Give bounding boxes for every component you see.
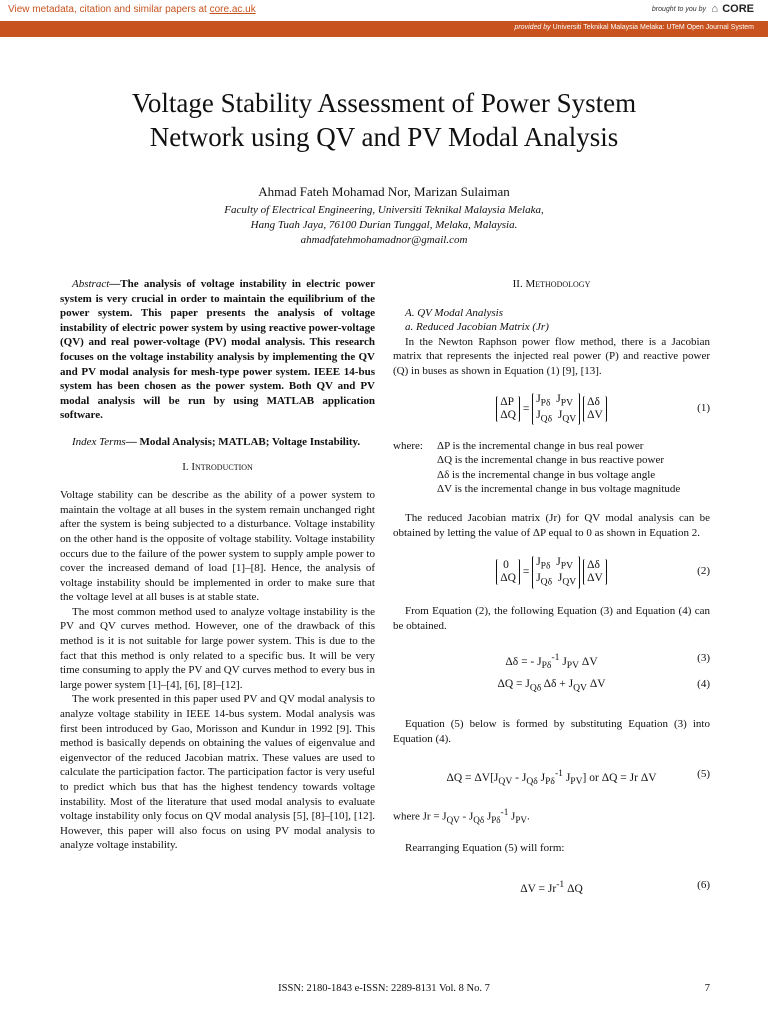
title-line-1: Voltage Stability Assessment of Power System (131, 88, 637, 118)
matrix-rhs: Δδ ΔV (583, 559, 607, 585)
right-column (393, 277, 710, 894)
method-paragraph-2: The reduced Jacobian matrix (Jr) for QV modal analysis can be obtained by letting the value of ΔP equal to 0 as shown in Equation 2. (393, 511, 710, 539)
index-terms-label: Index Terms (72, 435, 126, 448)
core-banner (0, 0, 768, 22)
affiliation-line-2: Hang Tuah Jaya, 76100 Durian Tunggal, Melaka, Malaysia. (250, 219, 518, 231)
page-number: 7 (704, 983, 710, 994)
equation-6-expression: $\Delta V = Jr^{-1}$ ΔQ (520, 878, 583, 895)
page-footer-issn: ISSN: 2180-1843 e-ISSN: 2289-8131 Vol. 8 No. 7 (278, 983, 490, 994)
matrix-rhs: Δδ ΔV (583, 396, 607, 422)
equation-5 (393, 767, 710, 787)
method-paragraph-1: In the Newton Raphson power flow method, there is a Jacobian matrix that represents the injected real power (P) and reactive power (Q) in buses as shown in Equation (1) [9], [13]. (393, 335, 710, 377)
matrix-jacobian: $J_{P\delta}$ $J_{PV}$ $J_{Q\delta}$ $J_{QV}$ (532, 556, 580, 589)
equation-4-number: (4) (697, 678, 710, 691)
section-number: II. (512, 278, 523, 290)
matrix-jacobian: $J_{P\delta}$ $J_{PV}$ $J_{Q\delta}$ $J_{QV}$ (532, 393, 580, 426)
section-heading-intro (60, 460, 375, 475)
title-line-2: Network using QV and PV Modal Analysis (149, 122, 619, 152)
core-logo-icon: ⌂ (711, 3, 718, 15)
definition-dq: ΔQ is the incremental change in bus reactive power (437, 454, 664, 467)
index-terms (60, 435, 375, 450)
abstract (60, 277, 375, 423)
section-title: Methodology (525, 278, 591, 290)
equation-1 (393, 393, 710, 423)
equation-5-number: (5) (697, 767, 710, 780)
metadata-text: View metadata, citation and similar papers at (8, 4, 210, 15)
definition-dv: ΔV is the incremental change in bus voltage magnitude (437, 483, 681, 496)
subsection-a: A. QV Modal Analysis (405, 306, 503, 319)
equation-3-expression: Δδ = - $J_{P\delta}^{-1}$ $J_{PV}$ ΔV (505, 652, 598, 672)
intro-paragraph-1: Voltage stability can be describe as the ability of a power system to maintain the voltage at all buses in the system remain unchanged right after the system is being subjected to a disturbance. Voltage instability on the other hand is the opposite of voltage stability. Voltage instability occurs due to the failure of the power system to supply ample power to cover the increased demand of load [1]–[8]. Hence, the analysis of voltage instability should be implemented in order to make sure that the voltage level at all buses is at stable state. (60, 489, 375, 604)
metadata-notice (8, 4, 256, 15)
abstract-text: —The analysis of voltage instability in electric power system is very crucial in order to maintain the equilibrium of the power system. This paper presents the analysis of voltage instability of electric power system by using reactive power-voltage (QV) and real power-voltage (PV) modal analysis. This research focuses on the voltage instability analysis by implementing the QV and PV modal analysis for mesh-type power system. IEEE 14-bus system has been chosen as the power system. Both QV and PV modal analysis will be run by using MATLAB application software. (60, 278, 375, 422)
equation-4 (393, 677, 710, 693)
affiliation-line-1: Faculty of Electrical Engineering, Universiti Teknikal Malaysia Melaka, (224, 204, 544, 216)
authors: Ahmad Fateh Mohamad Nor, Marizan Sulaiman (258, 184, 510, 199)
subsection-a-a: a. Reduced Jacobian Matrix (Jr) (405, 321, 549, 334)
intro-paragraph-3: The work presented in this paper used PV and QV modal analysis to analyze voltage stability in IEEE 14-bus system. Modal analysis was first been introduced by Gao, Morisson and Kundur in 1992 [9]. This method is basically depends on obtaining the values of eigenvalue and eigenvector of the reduced Jacobian matrix. These values are used to calculate the participation factor. The participation factor is very useful to predict which bus that has the highest tendency towards voltage instability. Most of the literature that used modal analysis to evaluate voltage instability only focus on QV modal analysis [5], [8]–[10], [12]. However, this paper will also focus on using PV modal analysis to analyze voltage instability. (60, 693, 375, 852)
equation-5-expression: $\Delta Q = \Delta V[J_{QV} - J_{Q\delta}$ $J_{P\delta}^{-1}$ $J_{PV}$] or ΔQ = Jr ΔV (446, 767, 657, 787)
provided-by-label: provided by (514, 24, 551, 31)
author-email: ahmadfatehmohamadnor@gmail.com (300, 234, 468, 246)
provider-bar (0, 21, 768, 37)
core-link[interactable]: core.ac.uk (209, 4, 256, 15)
equation-2-number: (2) (697, 565, 710, 578)
section-number: I. (182, 460, 189, 473)
equation-1-expression: ΔP $\Delta Q = J_{P\delta}$ $J_{PV}$ $J_{Q\delta}$ $J_{QV}$ Δδ ΔV (393, 393, 710, 426)
where-definitions (393, 439, 710, 497)
matrix-lhs: 0 ΔQ (496, 559, 520, 585)
where-items (437, 439, 710, 497)
equation-1-number: (1) (697, 401, 710, 414)
affiliation (0, 203, 768, 248)
equation-3-number: (3) (697, 652, 710, 665)
provider-text (514, 24, 754, 31)
provider-name[interactable]: Universiti Teknikal Malaysia Melaka: UTeM Open Journal System (552, 24, 754, 31)
equation-6-number: (6) (697, 878, 710, 891)
core-logo-text[interactable]: CORE (722, 3, 754, 15)
left-column (60, 277, 375, 853)
section-title: Introduction (191, 460, 253, 473)
equation-6 (393, 878, 710, 894)
equation-2 (393, 556, 710, 586)
method-paragraph-3: From Equation (2), the following Equation (3) and Equation (4) can be obtained. (393, 605, 710, 632)
method-paragraph-6: Rearranging Equation (5) will form: (405, 841, 565, 854)
method-paragraph-4: Equation (5) below is formed by substituting Equation (3) into Equation (4). (393, 718, 710, 745)
paper-title (40, 86, 728, 154)
index-terms-text: — Modal Analysis; MATLAB; Voltage Instability. (125, 435, 361, 448)
intro-paragraph-2: The most common method used to analyze voltage instability is the PV and QV curves method. However, one of the drawback of this method is it is not suitable for large power system. This is due to the fact that this method is only related to a specific bus. It will be very time consuming to apply the PV and QV curves method to every bus in large power system [1]–[4], [6], [8]–[12]. (60, 605, 375, 691)
equation-3 (393, 651, 710, 672)
method-paragraph-5: where $Jr = J_{QV} - J_{Q\delta}$ $J_{P\delta}^{-1}$ $J_{PV}$. (393, 806, 530, 825)
equation-2-expression: 0 $\Delta Q = J_{P\delta}$ $J_{PV}$ $J_{Q\delta}$ $J_{QV}$ Δδ ΔV (393, 556, 710, 589)
equation-4-expression: $\Delta Q = J_{Q\delta}$ $\Delta\delta + J_{QV}$ ΔV (497, 678, 606, 694)
brought-to-you-text: brought to you by (651, 6, 706, 13)
definition-ddelta: Δδ is the incremental change in bus voltage angle (437, 468, 656, 481)
where-label: where: (393, 439, 423, 452)
abstract-label: Abstract (72, 278, 110, 290)
matrix-lhs: ΔP ΔQ (496, 396, 520, 422)
definition-dp: ΔP is the incremental change in bus real power (437, 439, 644, 452)
section-heading-methodology (393, 277, 710, 292)
